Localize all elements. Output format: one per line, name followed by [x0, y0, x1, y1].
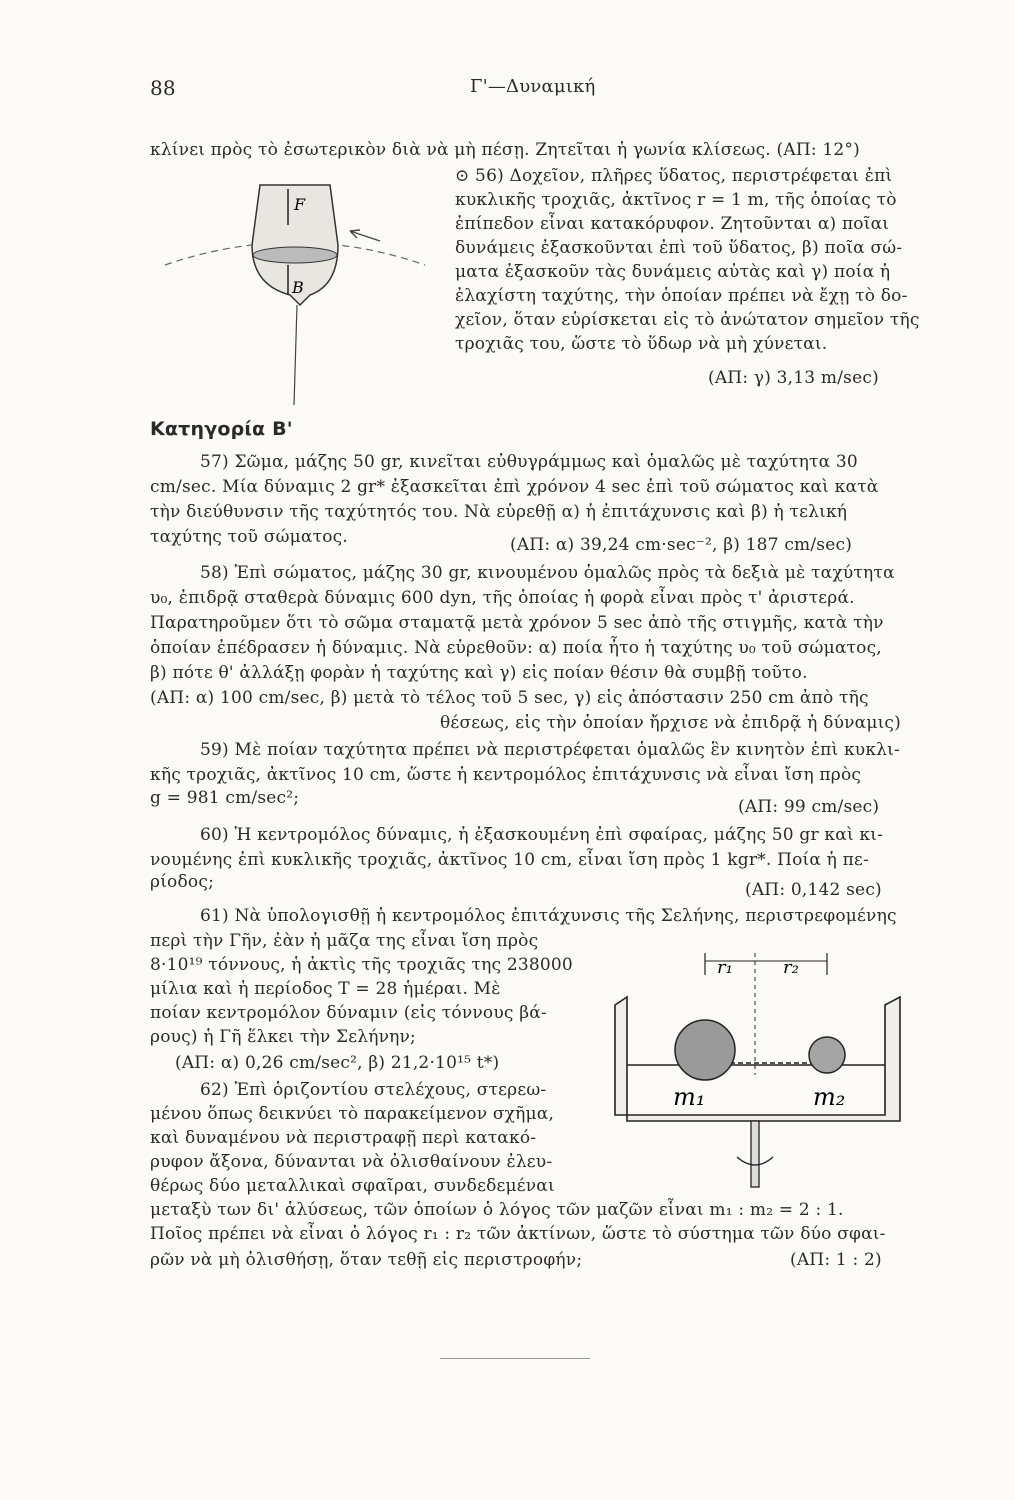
label-r1: r₁ [717, 957, 733, 978]
answer-line: (ΑΠ: γ) 3,13 m/sec) [708, 368, 879, 388]
text-line: μένου ὅπως δεικνύει τὸ παρακείμενον σχῆμα, [150, 1104, 555, 1124]
sphere-m1 [675, 1020, 735, 1080]
text-line: g = 981 cm/sec²; [150, 788, 300, 808]
rope [294, 305, 297, 405]
text-line: 60) Ἡ κεντρομόλος δύναμις, ἡ ἐξασκουμένη ἐπὶ σφαίρας, μάζης 50 gr καὶ κι- [200, 825, 884, 845]
text-line: 62) Ἐπὶ ὁριζοντίου στελέχους, στερεω- [200, 1080, 547, 1100]
text-line: 8·10¹⁹ τόννους, ἡ ἀκτὶς τῆς τροχιᾶς της 238000 [150, 955, 573, 975]
sphere-m2 [809, 1037, 845, 1073]
text-line: ταχύτης τοῦ σώματος. [150, 527, 348, 547]
text-line: καὶ δυναμένου νὰ περιστραφῇ περὶ κατακό- [150, 1128, 537, 1148]
label-f: F [294, 195, 306, 214]
answer-line: (ΑΠ: α) 39,24 cm·sec⁻², β) 187 cm/sec) [510, 535, 853, 555]
text-line: 61) Νὰ ὑπολογισθῇ ἡ κεντρομόλος ἐπιτάχυνσις τῆς Σελήνης, περιστρεφομένης [200, 906, 897, 926]
text-line: υ₀, ἐπιδρᾷ σταθερὰ δύναμις 600 dyn, τῆς ὁποίας ἡ φορὰ εἶναι πρὸς τ' ἀριστερά. [150, 588, 855, 608]
label-m2: m₂ [813, 1083, 846, 1111]
answer-line: (ΑΠ: α) 0,26 cm/sec², β) 21,2·10¹⁵ t*) [175, 1053, 500, 1073]
answer-line: (ΑΠ: α) 100 cm/sec, β) μετὰ τὸ τέλος τοῦ 5 sec, γ) εἰς ἀπόστασιν 250 cm ἀπὸ τῆς [150, 688, 869, 708]
text-line: χεῖον, ὅταν εὑρίσκεται εἰς τὸ ἀνώτατον σημεῖον τῆς [455, 310, 920, 330]
text-line: ἐλαχίστη ταχύτης, τὴν ὁποίαν πρέπει νὰ ἔχῃ τὸ δο- [455, 286, 908, 306]
answer-line: (ΑΠ: 0,142 sec) [745, 880, 882, 900]
text-line: δυνάμεις ἐξασκοῦνται ἐπὶ τοῦ ὕδατος, β) ποῖα σώ- [455, 238, 903, 258]
spheres-figure [605, 945, 905, 1195]
text-line: ⊙ 56) Δοχεῖον, πλῆρες ὕδατος, περιστρέφεται ἐπὶ [455, 166, 893, 186]
text-line: περὶ τὴν Γῆν, ἐὰν ἡ μᾶζα της εἶναι ἴση πρὸς [150, 931, 539, 951]
text-line: ρους) ἡ Γῆ ἕλκει τὴν Σελήνην; [150, 1027, 416, 1047]
answer-line: θέσεως, εἰς τὴν ὁποίαν ἤρχισε νὰ ἐπιδρᾷ ἡ δύναμις) [440, 713, 901, 733]
text-line: 58) Ἐπὶ σώματος, μάζης 30 gr, κινουμένου ὁμαλῶς πρὸς τὰ δεξιὰ μὲ ταχύτητα [200, 563, 895, 583]
text-line: μεταξὺ των δι' ἁλύσεως, τῶν ὁποίων ὁ λόγος τῶν μαζῶν εἶναι m₁ : m₂ = 2 : 1. [150, 1200, 844, 1220]
text-line: τὴν διεύθυνσιν τῆς ταχύτητός του. Νὰ εὑρεθῇ α) ἡ ἐπιτάχυνσις καὶ β) ἡ τελική [150, 502, 848, 522]
answer-line: (ΑΠ: 1 : 2) [790, 1250, 882, 1270]
answer-line: (ΑΠ: 99 cm/sec) [738, 797, 880, 817]
text-line: 57) Σῶμα, μάζης 50 gr, κινεῖται εὐθυγράμμως καὶ ὁμαλῶς μὲ ταχύτητα 30 [200, 452, 858, 472]
frame [615, 997, 900, 1121]
label-m1: m₁ [673, 1083, 706, 1111]
text-line: κλίνει πρὸς τὸ ἐσωτερικὸν διὰ νὰ μὴ πέσῃ. Ζητεῖται ἡ γωνία κλίσεως. (ΑΠ: 12°) [150, 140, 860, 160]
text-line: τροχιᾶς του, ὥστε τὸ ὕδωρ νὰ μὴ χύνεται. [455, 334, 828, 354]
label-b: B [292, 278, 304, 297]
text-line: νουμένης ἐπὶ κυκλικῆς τροχιᾶς, ἀκτῖνος 10 cm, εἶναι ἴση πρὸς 1 kgr*. Ποία ἡ πε- [150, 850, 869, 870]
text-line: ρῶν νὰ μὴ ὀλισθήσῃ, ὅταν τεθῇ εἰς περιστροφήν; [150, 1250, 583, 1270]
text-line: 59) Μὲ ποίαν ταχύτητα πρέπει νὰ περιστρέφεται ὁμαλῶς ἓν κινητὸν ἐπὶ κυκλι- [200, 740, 900, 760]
category-title: Κατηγορία Β' [150, 418, 293, 440]
text-line: cm/sec. Μία δύναμις 2 gr* ἐξασκεῖται ἐπὶ χρόνον 4 sec ἐπὶ τοῦ σώματος καὶ κατὰ [150, 477, 879, 497]
text-line: β) πότε θ' ἀλλάξῃ φορὰν ἡ ταχύτης καὶ γ) εἰς ποίαν θέσιν θὰ συμβῇ τοῦτο. [150, 663, 808, 683]
chapter-title: Γ'—Δυναμική [470, 76, 596, 97]
text-line: ματα ἐξασκοῦν τὰς δυνάμεις αὐτὰς καὶ γ) ποία ἡ [455, 262, 891, 282]
page-number: 88 [150, 76, 176, 100]
text-line: Ποῖος πρέπει νὰ εἶναι ὁ λόγος r₁ : r₂ τῶν ἀκτίνων, ὥστε τὸ σύστημα τῶν δύο σφαι- [150, 1224, 886, 1244]
text-line: κῆς τροχιᾶς, ἀκτῖνος 10 cm, ὥστε ἡ κεντρομόλος ἐπιτάχυνσις νὰ εἶναι ἴση πρὸς [150, 765, 862, 785]
text-line: θέρως δύο μεταλλικαὶ σφαῖραι, συνδεδεμέναι [150, 1176, 555, 1196]
axis [751, 1121, 759, 1187]
bucket-figure [160, 175, 430, 415]
text-line: Παρατηροῦμεν ὅτι τὸ σῶμα σταματᾷ μετὰ χρόνον 5 sec ἀπὸ τῆς στιγμῆς, κατὰ τὴν [150, 613, 884, 633]
bottom-rule [440, 1358, 590, 1359]
text-line: ὁποίαν ἐπέδρασεν ἡ δύναμις. Νὰ εὑρεθοῦν: α) ποία ἦτο ἡ ταχύτης υ₀ τοῦ σώματος, [150, 638, 882, 658]
label-r2: r₂ [783, 957, 799, 978]
text-line: κυκλικῆς τροχιᾶς, ἀκτῖνος r = 1 m, τῆς ὁποίας τὸ [455, 190, 897, 210]
text-line: μίλια καὶ ἡ περίοδος T = 28 ἡμέραι. Μὲ [150, 979, 501, 999]
text-line: ἐπίπεδον εἶναι κατακόρυφον. Ζητοῦνται α) ποῖαι [455, 214, 890, 234]
text-line: ρυφον ἄξονα, δύνανται νὰ ὀλισθαίνουν ἐλευ- [150, 1152, 553, 1172]
text-line: ρίοδος; [150, 872, 215, 892]
text-line: ποίαν κεντρομόλον δύναμιν (εἰς τόννους βά- [150, 1003, 547, 1023]
